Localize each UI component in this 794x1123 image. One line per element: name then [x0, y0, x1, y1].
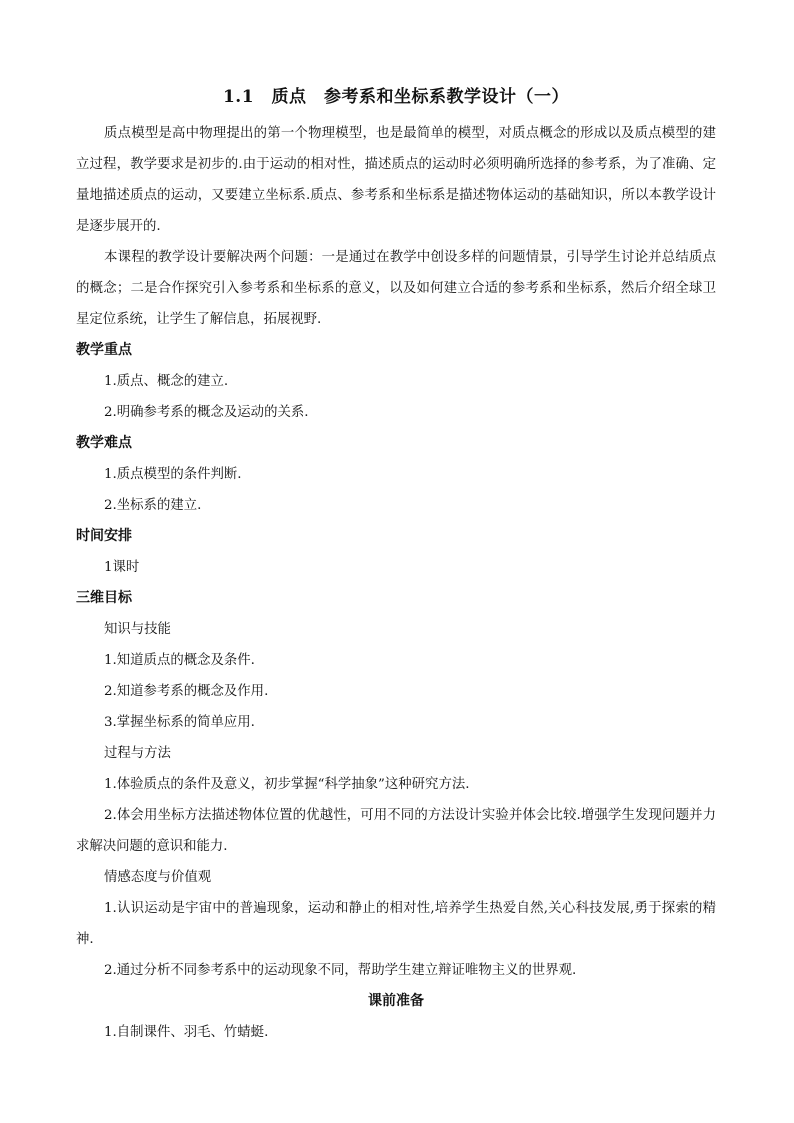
list-item: 2.明确参考系的概念及运动的关系.: [104, 405, 309, 420]
list-item: 1.认识运动是宇宙中的普遍现象，运动和静止的相对性,培养学生热爱自然,关心科技发展,勇于探索的精神.: [76, 901, 716, 947]
section-heading-key-points: 教学重点: [76, 342, 132, 358]
section-heading-time: 时间安排: [76, 528, 132, 544]
section-heading-objectives: 三维目标: [76, 590, 132, 606]
list-item: 3.掌握坐标系的简单应用.: [104, 715, 255, 730]
list-item: 1.自制课件、羽毛、竹蜻蜓.: [104, 1025, 269, 1040]
list-item: 2.坐标系的建立.: [104, 498, 202, 513]
intro-paragraph: 本课程的教学设计要解决两个问题：一是通过在教学中创设多样的问题情景，引导学生讨论并总结质点的概念；二是合作探究引入参考系和坐标系的意义，以及如何建立合适的参考系和坐标系，然后介绍全球卫星定位系统，让学生了解信息，拓展视野.: [76, 250, 716, 327]
objective-group-label: 知识与技能: [104, 622, 171, 637]
list-item: 1.体验质点的条件及意义，初步掌握“科学抽象”这种研究方法.: [104, 777, 470, 792]
list-item: 2.体会用坐标方法描述物体位置的优越性，可用不同的方法设计实验并体会比较.增强学生发现问题并力求解决问题的意识和能力.: [76, 808, 716, 854]
list-item: 1.质点模型的条件判断.: [104, 467, 242, 482]
list-item: 2.知道参考系的概念及作用.: [104, 684, 269, 699]
list-item: 1.知道质点的概念及条件.: [104, 653, 255, 668]
section-heading-preparation: 课前准备: [368, 993, 424, 1009]
section-heading-difficulties: 教学难点: [76, 435, 132, 451]
list-item: 1.质点、概念的建立.: [104, 374, 229, 389]
document-title: 1.1 质点 参考系和坐标系教学设计（一）: [222, 87, 570, 107]
objective-group-label: 情感态度与价值观: [104, 870, 212, 885]
list-item: 2.通过分析不同参考系中的运动现象不同，帮助学生建立辩证唯物主义的世界观.: [104, 963, 577, 978]
intro-paragraph: 质点模型是高中物理提出的第一个物理模型，也是最简单的模型，对质点概念的形成以及质点模型的建立过程，教学要求是初步的.由于运动的相对性，描述质点的运动时必须明确所选择的参考系，为了准确、定量地描述质点的运动，又要建立坐标系.质点、参考系和坐标系是描述物体运动的基础知识，所以本教学设计是逐步展开的.: [76, 126, 716, 234]
objective-group-label: 过程与方法: [104, 746, 171, 761]
list-item: 1课时: [104, 560, 140, 575]
